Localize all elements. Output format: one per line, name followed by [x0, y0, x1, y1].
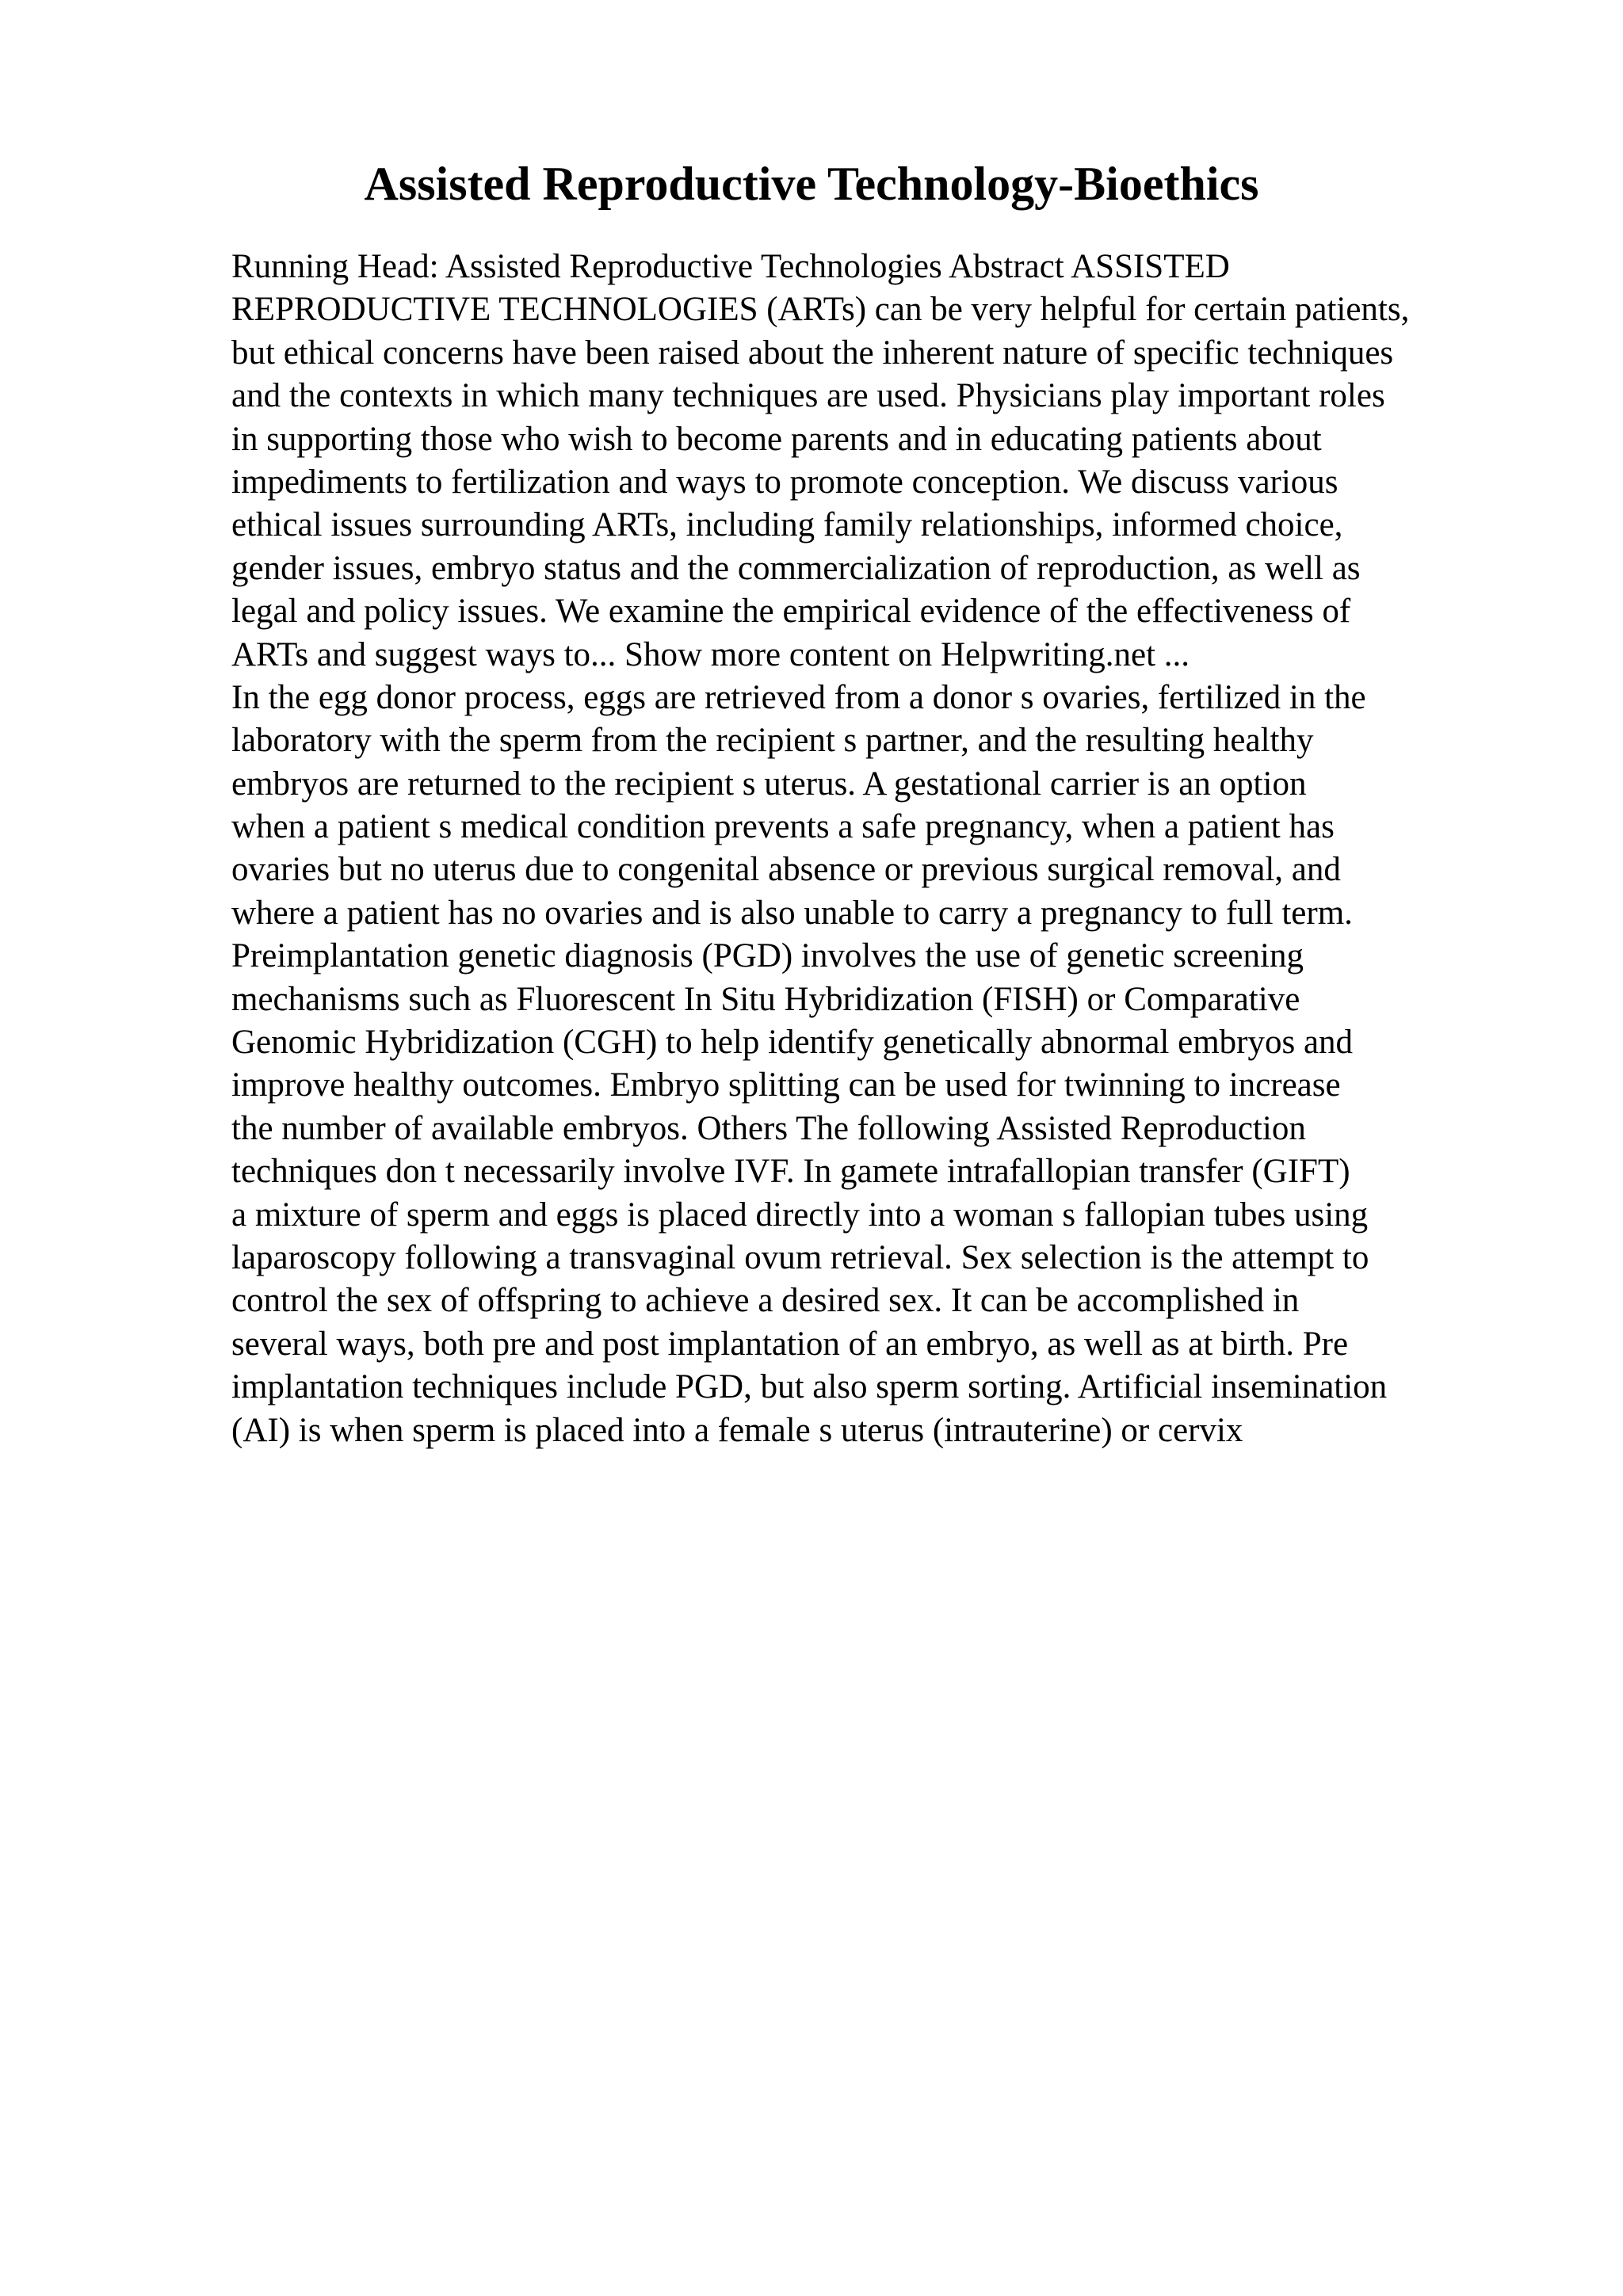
body-text-line: control the sex of offspring to achieve a desired sex. It can be accomplished in: [231, 1282, 1300, 1320]
body-text-line: REPRODUCTIVE TECHNOLOGIES (ARTs) can be very helpful for certain patients,: [231, 291, 1410, 329]
body-text-line: in supporting those who wish to become parents and in educating patients about: [231, 420, 1322, 458]
body-text-line: Running Head: Assisted Reproductive Technologies Abstract ASSISTED: [231, 248, 1230, 285]
body-text-line: and the contexts in which many techniques are used. Physicians play important roles: [231, 377, 1385, 415]
body-text-line: legal and policy issues. We examine the empirical evidence of the effectiveness of: [231, 593, 1351, 631]
body-text-line: several ways, both pre and post implantation of an embryo, as well as at birth. Pre: [231, 1325, 1349, 1363]
body-text-line: embryos are returned to the recipient s uterus. A gestational carrier is an option: [231, 765, 1307, 803]
body-text-line: when a patient s medical condition prevents a safe pregnancy, when a patient has: [231, 808, 1335, 846]
body-text-line: ovaries but no uterus due to congenital absence or previous surgical removal, and: [231, 851, 1341, 889]
body-text-line: but ethical concerns have been raised about the inherent nature of specific techniques: [231, 334, 1394, 372]
body-text-line: Preimplantation genetic diagnosis (PGD) involves the use of genetic screening: [231, 937, 1304, 975]
body-text-line: In the egg donor process, eggs are retrieved from a donor s ovaries, fertilized in the: [231, 678, 1366, 716]
body-text-line: laboratory with the sperm from the recipient s partner, and the resulting healthy: [231, 722, 1314, 760]
body-text-line: (AI) is when sperm is placed into a female s uterus (intrauterine) or cervix: [231, 1411, 1243, 1449]
body-text-line: ethical issues surrounding ARTs, including family relationships, informed choice,: [231, 506, 1343, 544]
body-text-line: the number of available embryos. Others The following Assisted Reproduction: [231, 1109, 1306, 1147]
body-text-line: Genomic Hybridization (CGH) to help identify genetically abnormal embryos and: [231, 1024, 1354, 1062]
body-text-line: mechanisms such as Fluorescent In Situ Hybridization (FISH) or Comparative: [231, 980, 1300, 1018]
document-body: [231, 246, 1579, 1452]
body-text-line: where a patient has no ovaries and is also unable to carry a pregnancy to full term.: [231, 894, 1353, 932]
body-text-line: a mixture of sperm and eggs is placed directly into a woman s fallopian tubes using: [231, 1196, 1369, 1234]
body-text-line: improve healthy outcomes. Embryo splitting can be used for twinning to increase: [231, 1066, 1341, 1104]
body-text-line: gender issues, embryo status and the commercialization of reproduction, as well as: [231, 549, 1361, 587]
document-title: Assisted Reproductive Technology-Bioethics: [364, 158, 1259, 210]
body-text-line: impediments to fertilization and ways to promote conception. We discuss various: [231, 463, 1338, 501]
body-text-line: laparoscopy following a transvaginal ovum retrieval. Sex selection is the attempt to: [231, 1238, 1369, 1276]
body-text-line: techniques don t necessarily involve IVF. In gamete intrafallopian transfer (GIFT): [231, 1153, 1350, 1191]
body-text-line: ARTs and suggest ways to... Show more content on Helpwriting.net ...: [231, 635, 1190, 673]
body-text-line: implantation techniques include PGD, but also sperm sorting. Artificial insemination: [231, 1368, 1388, 1406]
